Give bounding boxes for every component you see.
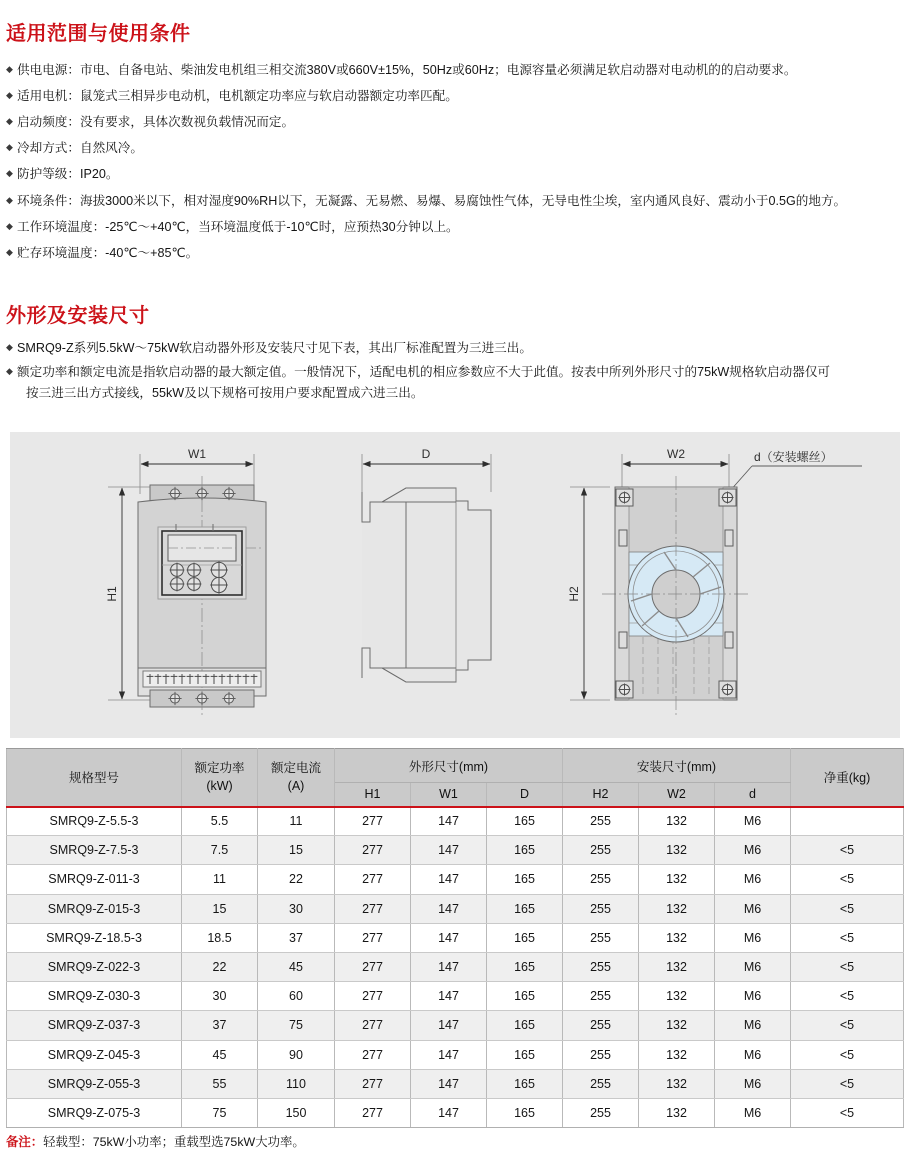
cell-rated-power: 7.5 <box>182 836 258 865</box>
table-row <box>7 1040 904 1069</box>
cell-net-weight: <5 <box>791 1011 904 1040</box>
cell-d: 165 <box>487 952 563 981</box>
cell-model: SMRQ9-Z-18.5-3 <box>7 923 182 952</box>
cell-w2: 132 <box>639 836 715 865</box>
bullet-item <box>6 88 906 105</box>
cell-w2: 132 <box>639 894 715 923</box>
cell-d-screw: M6 <box>715 807 791 836</box>
cell-rated-current: 60 <box>258 982 335 1011</box>
header-rated-current <box>258 749 335 807</box>
cell-rated-current: 11 <box>258 807 335 836</box>
cell-d-screw: M6 <box>715 836 791 865</box>
cell-h2: 255 <box>563 982 639 1011</box>
table-header <box>7 749 904 807</box>
footer-note-text: 轻载型：75kW小功率；重载型选75kW大功率。 <box>43 1135 305 1149</box>
header-outline-dimensions-group: 外形尺寸(mm) <box>335 749 563 783</box>
cell-d: 165 <box>487 1069 563 1098</box>
header-d: D <box>487 783 563 807</box>
cell-d-screw: M6 <box>715 865 791 894</box>
cell-h1: 277 <box>335 1040 411 1069</box>
cell-d: 165 <box>487 807 563 836</box>
cell-d-screw: M6 <box>715 982 791 1011</box>
footer-note-label: 备注： <box>6 1135 44 1149</box>
table-row <box>7 1069 904 1098</box>
cell-h1: 277 <box>335 1011 411 1040</box>
cell-w2: 132 <box>639 1040 715 1069</box>
cell-h1: 277 <box>335 952 411 981</box>
header-model: 规格型号 <box>7 749 182 807</box>
bullet-text: SMRQ9-Z系列5.5kW～75kW软启动器外形及安装尺寸见下表，其出厂标准配置为三进三出。 <box>17 341 532 355</box>
cell-net-weight: <5 <box>791 836 904 865</box>
table-row <box>7 923 904 952</box>
cell-rated-power: 22 <box>182 952 258 981</box>
cell-net-weight: <5 <box>791 865 904 894</box>
diamond-bullet-icon: ◆ <box>6 142 13 153</box>
cell-rated-power: 30 <box>182 982 258 1011</box>
section-heading-dimensions: 外形及安装尺寸 <box>6 305 150 327</box>
cell-d-screw: M6 <box>715 1011 791 1040</box>
bullet-text: 适用电机：鼠笼式三相异步电动机，电机额定功率应与软启动器额定功率匹配。 <box>17 89 458 104</box>
cell-h2: 255 <box>563 1098 639 1127</box>
cell-w1: 147 <box>411 923 487 952</box>
specification-table <box>6 748 904 1128</box>
cell-net-weight: <5 <box>791 982 904 1011</box>
cell-w1: 147 <box>411 982 487 1011</box>
cell-d: 165 <box>487 923 563 952</box>
cell-d: 165 <box>487 894 563 923</box>
cell-d-screw: M6 <box>715 1069 791 1098</box>
header-h1: H1 <box>335 783 411 807</box>
cell-rated-power: 11 <box>182 865 258 894</box>
cell-model: SMRQ9-Z-045-3 <box>7 1040 182 1069</box>
diamond-bullet-icon: ◆ <box>6 90 13 101</box>
cell-w1: 147 <box>411 894 487 923</box>
header-net-weight: 净重(kg) <box>791 749 904 807</box>
header-d-screw: d <box>715 783 791 807</box>
cell-w1: 147 <box>411 1040 487 1069</box>
header-mounting-dimensions-group: 安装尺寸(mm) <box>563 749 791 783</box>
dimensions-bullet-list <box>6 340 906 409</box>
table-row <box>7 1098 904 1127</box>
svg-text:W1: W1 <box>188 447 206 461</box>
cell-rated-current: 75 <box>258 1011 335 1040</box>
cell-w1: 147 <box>411 807 487 836</box>
table-row <box>7 836 904 865</box>
cell-d: 165 <box>487 1040 563 1069</box>
table-body <box>7 807 904 1128</box>
cell-h2: 255 <box>563 923 639 952</box>
bullet-item <box>6 340 906 357</box>
diamond-bullet-icon: ◆ <box>6 194 13 205</box>
svg-text:D: D <box>421 447 431 461</box>
cell-w2: 132 <box>639 1069 715 1098</box>
svg-text:W2: W2 <box>667 447 685 461</box>
cell-h1: 277 <box>335 865 411 894</box>
cell-h2: 255 <box>563 836 639 865</box>
header-rated-power-line1: 额定功率 <box>194 761 245 776</box>
scope-bullet-list <box>6 62 906 271</box>
cell-net-weight: <5 <box>791 923 904 952</box>
cell-rated-power: 18.5 <box>182 923 258 952</box>
table-row <box>7 982 904 1011</box>
table-row <box>7 865 904 894</box>
cell-h2: 255 <box>563 807 639 836</box>
diamond-bullet-icon: ◆ <box>6 342 13 352</box>
header-rated-power <box>182 749 258 807</box>
bullet-text: 防护等级：IP20。 <box>17 167 119 182</box>
cell-h2: 255 <box>563 1040 639 1069</box>
cell-rated-power: 75 <box>182 1098 258 1127</box>
cell-rated-current: 22 <box>258 865 335 894</box>
bullet-text: 贮存环境温度：-40℃～+85℃。 <box>17 245 199 260</box>
cell-d-screw: M6 <box>715 894 791 923</box>
diamond-bullet-icon: ◆ <box>6 220 13 231</box>
cell-rated-power: 55 <box>182 1069 258 1098</box>
footer-note <box>6 1132 305 1150</box>
cell-d-screw: M6 <box>715 1098 791 1127</box>
cell-w1: 147 <box>411 1011 487 1040</box>
header-rated-current-line1: 额定电流 <box>270 761 321 776</box>
bullet-text: 额定功率和额定电流是指软启动器的最大额定值。一般情况下，适配电机的相应参数应不大于此值。按表中所列外形尺寸的75kW规格软启动器仅可 按三进三出方式接线，55kW及以下规格可按用户要求配置成六进三出。 <box>17 364 906 402</box>
cell-d: 165 <box>487 1011 563 1040</box>
cell-h1: 277 <box>335 1069 411 1098</box>
cell-net-weight: <5 <box>791 1069 904 1098</box>
side-view-outline <box>362 488 491 682</box>
cell-h1: 277 <box>335 982 411 1011</box>
cell-h1: 277 <box>335 836 411 865</box>
cell-h1: 277 <box>335 923 411 952</box>
side-view-d-dimension <box>362 447 491 492</box>
cell-w2: 132 <box>639 923 715 952</box>
bullet-item <box>6 219 906 236</box>
rear-view-h2-dimension <box>567 487 610 700</box>
cell-rated-current: 90 <box>258 1040 335 1069</box>
cell-d-screw: M6 <box>715 923 791 952</box>
cell-d: 165 <box>487 1098 563 1127</box>
mounting-screw-callout <box>729 449 862 492</box>
cell-w2: 132 <box>639 1011 715 1040</box>
cell-net-weight <box>791 807 904 836</box>
cell-rated-current: 110 <box>258 1069 335 1098</box>
table-row <box>7 894 904 923</box>
bullet-item <box>6 114 906 131</box>
header-w2: W2 <box>639 783 715 807</box>
header-h2: H2 <box>563 783 639 807</box>
cell-rated-current: 45 <box>258 952 335 981</box>
cell-h2: 255 <box>563 952 639 981</box>
bullet-text-continuation: 按三进三出方式接线，55kW及以下规格可按用户要求配置成六进三出。 <box>26 386 424 401</box>
bullet-text: 供电电源：市电、自备电站、柴油发电机组三相交流380V或660V±15%，50Hz或60Hz；电源容量必须满足软启动器对电动机的的启动要求。 <box>17 63 797 77</box>
cell-rated-current: 15 <box>258 836 335 865</box>
svg-text:d（安装螺丝）: d（安装螺丝） <box>754 450 833 464</box>
cell-w2: 132 <box>639 865 715 894</box>
bullet-item <box>6 62 906 79</box>
bullet-item <box>6 364 906 402</box>
bullet-text: 环境条件：海拔3000米以下，相对湿度90%RH以下，无凝露、无易燃、易爆、易腐蚀性气体，无导电性尘埃，室内通风良好、震动小于0.5G的地方。 <box>17 193 847 208</box>
table-row <box>7 1011 904 1040</box>
dimension-drawing-panel <box>10 432 900 738</box>
cell-w2: 132 <box>639 982 715 1011</box>
diamond-bullet-icon: ◆ <box>6 168 13 179</box>
diamond-bullet-icon: ◆ <box>6 116 13 127</box>
cell-w1: 147 <box>411 952 487 981</box>
bullet-item <box>6 193 906 210</box>
keypad-panel <box>158 524 262 599</box>
cell-h1: 277 <box>335 807 411 836</box>
cell-net-weight: <5 <box>791 1040 904 1069</box>
cell-net-weight: <5 <box>791 952 904 981</box>
cell-d-screw: M6 <box>715 1040 791 1069</box>
cell-d: 165 <box>487 836 563 865</box>
cell-w1: 147 <box>411 836 487 865</box>
cell-model: SMRQ9-Z-7.5-3 <box>7 836 182 865</box>
cell-d: 165 <box>487 982 563 1011</box>
terminal-strip <box>143 671 261 687</box>
cell-w2: 132 <box>639 1098 715 1127</box>
bullet-item <box>6 166 906 183</box>
cell-h1: 277 <box>335 1098 411 1127</box>
svg-text:H2: H2 <box>567 586 581 602</box>
bullet-text: 工作环境温度：-25℃～+40℃，当环境温度低于-10℃时，应预热30分钟以上。 <box>17 219 459 234</box>
section-heading-scope: 适用范围与使用条件 <box>6 23 191 45</box>
table-row <box>7 952 904 981</box>
cell-net-weight: <5 <box>791 894 904 923</box>
dimension-drawing <box>10 432 900 738</box>
cell-rated-current: 30 <box>258 894 335 923</box>
cell-model: SMRQ9-Z-011-3 <box>7 865 182 894</box>
cell-model: SMRQ9-Z-022-3 <box>7 952 182 981</box>
cell-d: 165 <box>487 865 563 894</box>
cell-rated-current: 37 <box>258 923 335 952</box>
bullet-text: 冷却方式：自然风冷。 <box>17 141 143 156</box>
cell-rated-power: 5.5 <box>182 807 258 836</box>
cell-model: SMRQ9-Z-030-3 <box>7 982 182 1011</box>
cell-model: SMRQ9-Z-037-3 <box>7 1011 182 1040</box>
cell-model: SMRQ9-Z-5.5-3 <box>7 807 182 836</box>
table-row <box>7 807 904 836</box>
cell-w2: 132 <box>639 807 715 836</box>
cell-net-weight: <5 <box>791 1098 904 1127</box>
cell-w1: 147 <box>411 1069 487 1098</box>
header-rated-current-line2: (A) <box>287 779 305 794</box>
cell-w1: 147 <box>411 865 487 894</box>
svg-text:H1: H1 <box>105 586 119 602</box>
diamond-bullet-icon: ◆ <box>6 365 13 376</box>
cell-d-screw: M6 <box>715 952 791 981</box>
header-rated-power-line2: (kW) <box>206 779 233 794</box>
cell-rated-power: 37 <box>182 1011 258 1040</box>
cell-h2: 255 <box>563 1011 639 1040</box>
header-w1: W1 <box>411 783 487 807</box>
diamond-bullet-icon: ◆ <box>6 64 13 74</box>
cell-w1: 147 <box>411 1098 487 1127</box>
cell-h1: 277 <box>335 894 411 923</box>
cell-rated-current: 150 <box>258 1098 335 1127</box>
bullet-item <box>6 140 906 157</box>
rear-view-w2-dimension <box>622 447 729 492</box>
cell-h2: 255 <box>563 894 639 923</box>
cell-rated-power: 15 <box>182 894 258 923</box>
diamond-bullet-icon: ◆ <box>6 246 13 257</box>
cell-model: SMRQ9-Z-055-3 <box>7 1069 182 1098</box>
cell-w2: 132 <box>639 952 715 981</box>
cell-model: SMRQ9-Z-075-3 <box>7 1098 182 1127</box>
cell-h2: 255 <box>563 1069 639 1098</box>
bullet-item <box>6 245 906 262</box>
bullet-text: 启动频度：没有要求，具体次数视负载情况而定。 <box>17 115 295 130</box>
cell-rated-power: 45 <box>182 1040 258 1069</box>
cell-model: SMRQ9-Z-015-3 <box>7 894 182 923</box>
cell-h2: 255 <box>563 865 639 894</box>
